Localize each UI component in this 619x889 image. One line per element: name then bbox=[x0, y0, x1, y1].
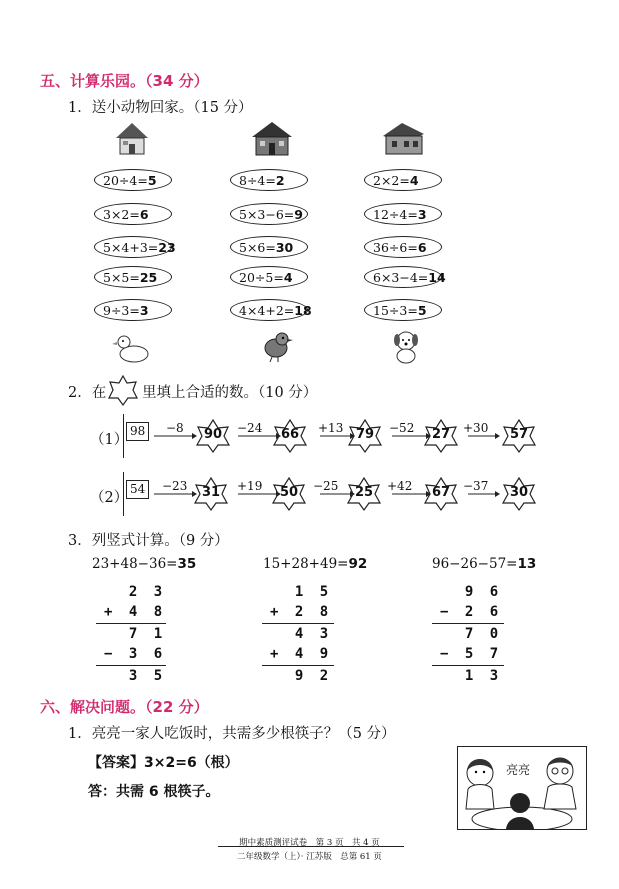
equation-oval: 9÷3=3 bbox=[94, 299, 172, 321]
family-dinner-illustration bbox=[457, 746, 587, 830]
star-answer: 90 bbox=[194, 418, 232, 454]
star-answer: 66 bbox=[271, 418, 309, 454]
equation-oval: 2×2=4 bbox=[364, 169, 442, 191]
problem-1-title: 1．亮亮一家人吃饭时，共需多少根筷子？（5 分） bbox=[68, 726, 396, 742]
calc-line: 1 5 bbox=[270, 584, 333, 600]
equation-1: 23+48−36=35 bbox=[92, 556, 197, 572]
calc-line: 9 6 bbox=[440, 584, 503, 600]
calc-line: + 4 8 bbox=[104, 604, 167, 620]
footer-line-1: 期中素质测评试卷 第 3 页 共 4 页 bbox=[239, 838, 380, 848]
star-answer: 79 bbox=[346, 418, 384, 454]
star-answer: 67 bbox=[422, 476, 460, 512]
row-label: （1） bbox=[90, 432, 129, 448]
operation-label: +19 bbox=[237, 479, 263, 493]
calc-line: + 2 8 bbox=[270, 604, 333, 620]
operation-label: −8 bbox=[166, 421, 184, 435]
calc-line: 2 3 bbox=[104, 584, 167, 600]
equation-oval: 36÷6=6 bbox=[364, 236, 442, 258]
question-2-title-pre: 2．在 bbox=[68, 385, 107, 401]
duck-icon bbox=[112, 330, 152, 366]
equation-oval: 20÷4=5 bbox=[94, 169, 172, 191]
section-title-5: 五、计算乐园。（34 分） bbox=[40, 72, 209, 90]
kid-name-label: 亮亮 bbox=[506, 763, 531, 777]
calc-rule bbox=[432, 665, 504, 666]
equation-3: 96−26−57=13 bbox=[432, 556, 537, 572]
question-2-title-post: 里填上合适的数。（10 分） bbox=[142, 385, 318, 401]
bird-icon bbox=[256, 328, 296, 364]
operation-label: −23 bbox=[162, 479, 188, 493]
operation-label: −52 bbox=[389, 421, 415, 435]
operation-label: +30 bbox=[463, 421, 489, 435]
reply-line: 答：共需 6 根筷子。 bbox=[88, 784, 220, 800]
calc-line: 3 5 bbox=[104, 668, 167, 684]
operation-label: −25 bbox=[313, 479, 339, 493]
equation-oval: 4×4+2=18 bbox=[230, 299, 308, 321]
calc-line: + 4 9 bbox=[270, 646, 333, 662]
calc-line: 9 2 bbox=[270, 668, 333, 684]
calc-rule bbox=[262, 623, 334, 624]
section-title-6: 六、解决问题。（22 分） bbox=[40, 698, 209, 716]
star-answer: 25 bbox=[345, 476, 383, 512]
question-1-title: 1．送小动物回家。（15 分） bbox=[68, 100, 253, 116]
calc-line: 1 3 bbox=[440, 668, 503, 684]
row-label: （2） bbox=[90, 490, 129, 506]
equation-oval: 5×4+3=23 bbox=[94, 236, 172, 258]
calc-rule bbox=[262, 665, 334, 666]
star-answer: 50 bbox=[270, 476, 308, 512]
calc-rule bbox=[96, 623, 166, 624]
operation-label: +42 bbox=[387, 479, 413, 493]
calc-line: 7 1 bbox=[104, 626, 167, 642]
star-answer: 57 bbox=[500, 418, 538, 454]
operation-label: +13 bbox=[318, 421, 344, 435]
house-icon bbox=[250, 120, 294, 158]
footer-line-2: 二年级数学（上）· 江苏版 总第 61 页 bbox=[237, 852, 382, 862]
house-icon bbox=[112, 120, 152, 158]
calc-line: 7 0 bbox=[440, 626, 503, 642]
dog-icon bbox=[386, 328, 426, 366]
equation-2: 15+28+49=92 bbox=[263, 556, 368, 572]
equation-oval: 3×2=6 bbox=[94, 203, 172, 225]
operation-label: −37 bbox=[463, 479, 489, 493]
equation-oval: 15÷3=5 bbox=[364, 299, 442, 321]
flag-pole bbox=[123, 472, 124, 516]
start-flag: 98 bbox=[126, 422, 149, 441]
calc-rule bbox=[432, 623, 504, 624]
calc-line: − 3 6 bbox=[104, 646, 167, 662]
star-answer: 30 bbox=[500, 476, 538, 512]
answer-line: 【答案】3×2=6（根） bbox=[88, 755, 239, 771]
calc-line: − 5 7 bbox=[440, 646, 503, 662]
star-answer: 27 bbox=[422, 418, 460, 454]
equation-oval: 5×5=25 bbox=[94, 266, 172, 288]
equation-oval: 8÷4=2 bbox=[230, 169, 308, 191]
star-blank-icon bbox=[106, 374, 140, 406]
operation-label: −24 bbox=[237, 421, 263, 435]
equation-oval: 5×6=30 bbox=[230, 236, 308, 258]
start-flag: 54 bbox=[126, 480, 149, 499]
equation-oval: 6×3−4=14 bbox=[364, 266, 442, 288]
equation-oval: 20÷5=4 bbox=[230, 266, 308, 288]
equation-oval: 5×3−6=9 bbox=[230, 203, 308, 225]
star-answer: 31 bbox=[192, 476, 230, 512]
calc-rule bbox=[96, 665, 166, 666]
question-3-title: 3．列竖式计算。（9 分） bbox=[68, 533, 229, 549]
equation-oval: 12÷4=3 bbox=[364, 203, 442, 225]
calc-line: 4 3 bbox=[270, 626, 333, 642]
flag-pole bbox=[123, 414, 124, 458]
calc-line: − 2 6 bbox=[440, 604, 503, 620]
house-icon bbox=[380, 120, 426, 158]
